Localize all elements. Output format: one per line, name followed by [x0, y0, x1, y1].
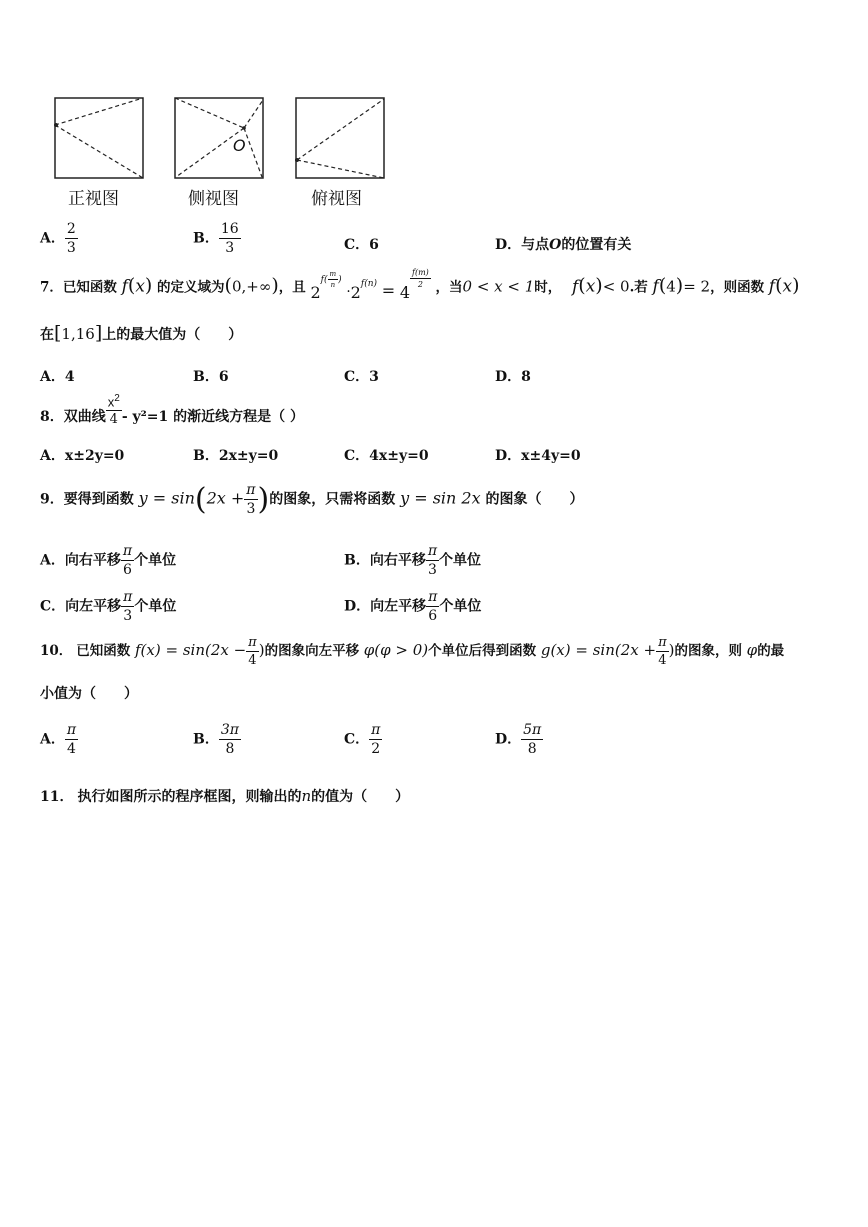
q10-option-d[interactable]: D． $\frac{5\pi}{8}$ — [495, 722, 542, 757]
q10-option-c[interactable]: C． $\frac{\pi}{2}$ — [344, 722, 381, 757]
q9-option-c[interactable]: C．向左平移 $\frac{\pi}{3}$ 个单位 — [40, 589, 177, 624]
q7-option-b[interactable]: B．6 — [193, 369, 229, 385]
q8-option-c[interactable]: C．4x±y=0 — [344, 448, 429, 464]
q9-option-b[interactable]: B．向右平移 $\frac{\pi}{3}$ 个单位 — [344, 543, 482, 578]
fraction: $\frac{2}{3}$ — [66, 221, 76, 256]
front-view-label: 正视图 — [68, 189, 119, 209]
q6-option-d[interactable]: D．与点O的位置有关 — [495, 237, 632, 253]
q10-option-b[interactable]: B． $\frac{3\pi}{8}$ — [193, 722, 239, 757]
q10-option-a[interactable]: A． $\frac{\pi}{4}$ — [40, 722, 77, 757]
q7-option-c[interactable]: C．3 — [344, 369, 379, 385]
top-view-label: 俯视图 — [311, 189, 362, 209]
fraction: $\frac{16}{3}$ — [220, 221, 239, 256]
question-7-line-2: 在[1,16]上的最大值为（ ） — [40, 322, 243, 344]
q8-option-a[interactable]: A．x±2y=0 — [40, 448, 125, 464]
question-10-line-2: 小值为（ ） — [40, 686, 138, 702]
option-letter: B． — [193, 230, 219, 247]
q6-option-b[interactable] — [193, 221, 241, 256]
q6-option-c[interactable]: C．6 — [344, 237, 379, 253]
q6-option-a[interactable] — [40, 221, 78, 256]
top-view-figure — [295, 96, 387, 182]
q9-option-d[interactable]: D．向左平移 $\frac{\pi}{6}$ 个单位 — [344, 589, 482, 624]
q8-option-d[interactable]: D．x±4y=0 — [495, 448, 581, 464]
question-9: 9．要得到函数 y = sin(2x + $\frac{\pi}{3}$ )的图象，只需将函数 y = sin 2x 的图象（ ） — [40, 482, 584, 517]
side-view-figure — [174, 96, 266, 182]
q8-option-b[interactable]: B．2x±y=0 — [193, 448, 279, 464]
question-7-line-1: 7．已知函数 f(x) 的定义域为(0,+∞)，且 $2^{f( \frac{m}{n} )} \cdot 2^{f(n)} = 4$ $\frac{f(m)}{2}$ ，当0 < x < 1时， f(x)< 0.若 f(4)= 2，则函数 f(x) — [40, 267, 800, 302]
side-view-label: 侧视图 — [188, 189, 239, 209]
option-letter: D． — [495, 237, 522, 253]
option-letter: C． — [344, 237, 370, 253]
question-8: 8．双曲线 $\frac{x^2}{4}$ - y²=1 的渐近线方程是（ ） — [40, 393, 304, 428]
question-11: 11． 执行如图所示的程序框图，则输出的n的值为（ ） — [40, 787, 410, 805]
q7-option-a[interactable]: A．4 — [40, 369, 75, 385]
point-o-label: O — [233, 136, 246, 155]
q9-option-a[interactable]: A．向右平移 $\frac{\pi}{6}$ 个单位 — [40, 543, 177, 578]
option-letter: A． — [40, 230, 65, 247]
q7-option-d[interactable]: D．8 — [495, 369, 531, 385]
question-10-line-1: 10． 已知函数 f(x) = sin(2x − $\frac{\pi}{4}$ )的图象向左平移 φ(φ > 0)个单位后得到函数 g(x) = sin(2x + $\frac{\pi}{4}$ )的图象，则 φ的最 — [40, 635, 785, 668]
front-view-figure — [54, 96, 146, 182]
